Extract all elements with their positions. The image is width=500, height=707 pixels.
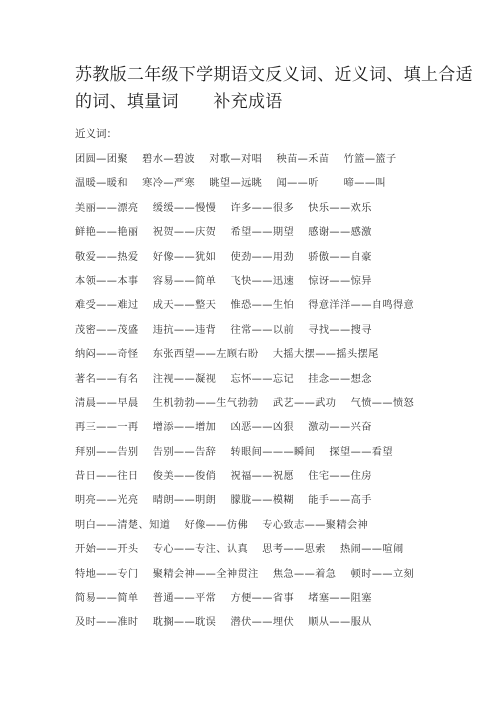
synonym-row: 纳闷——奇怪 东张西望——左顾右盼 大摇大摆——摇头摆尾 xyxy=(75,349,379,361)
synonym-row: 茂密——茂盛 违抗——违背 往常——以前 寻找——搜寻 xyxy=(75,324,372,336)
synonym-row: 昔日——往日 俊美——俊俏 祝福——祝愿 住宅——住房 xyxy=(75,471,372,483)
document-title xyxy=(75,62,473,116)
synonym-row: 团圆—团聚 碧水—碧波 对歌—对唱 秧苗—禾苗 竹篮—篮子 xyxy=(75,154,397,165)
synonym-row: 鲜艳——艳丽 祝贺——庆贺 希望——期望 感谢——感激 xyxy=(75,227,372,239)
synonym-row: 美丽——漂亮 缓缓——慢慢 许多——很多 快乐——欢乐 xyxy=(75,202,372,214)
synonym-row: 简易——简单 普通——平常 方便——省事 堵塞——阻塞 xyxy=(75,593,372,605)
synonym-row: 明白——清楚、知道 好像——仿佛 专心致志——聚精会神 xyxy=(75,519,369,531)
synonym-row: 本领——本事 容易——简单 飞快——迅速 惊讶——惊异 xyxy=(75,275,372,287)
section-label-synonyms: 近义词： xyxy=(75,128,117,140)
synonym-row: 明亮——光亮 晴朗——明朗 朦胧——模糊 能手——高手 xyxy=(75,495,372,507)
synonym-list xyxy=(75,148,485,636)
synonym-row: 著名——有名 注视——凝视 忘怀——忘记 挂念——想念 xyxy=(75,373,372,385)
synonym-row: 清晨——早晨 生机勃勃——生气勃勃 武艺——武功 气愤——愤怒 xyxy=(75,397,415,409)
synonym-row: 难受——难过 成天——整天 惟恐——生怕 得意洋洋——自鸣得意 xyxy=(75,300,415,312)
synonym-row: 及时——准时 耽搁——耽误 潜伏——埋伏 顺从——服从 xyxy=(75,617,372,629)
title-line-1: 苏教版二年级下学期语文反义词、近义词、填上合适 xyxy=(75,65,473,85)
synonym-row: 敬爱——热爱 好像——犹如 使劲——用劲 骄傲——自豪 xyxy=(75,251,372,263)
title-line-2: 的词、填量词 补充成语 xyxy=(75,92,283,112)
synonym-row: 特地——专门 聚精会神——全神贯注 焦急——着急 顿时——立刻 xyxy=(75,568,415,580)
synonym-row: 再三——一再 增添——增加 凶恶——凶狠 激动——兴奋 xyxy=(75,422,372,434)
synonym-row: 拜别——告别 告别——告辞 转眼间———瞬间 探望——看望 xyxy=(75,446,393,458)
synonym-row: 开始——开头 专心——专注、认真 思考——思索 热闹——喧闹 xyxy=(75,544,404,556)
synonym-row: 温暖—暖和 寒冷—严寒 眺望—远眺 闻——听 啼——叫 xyxy=(75,178,387,190)
